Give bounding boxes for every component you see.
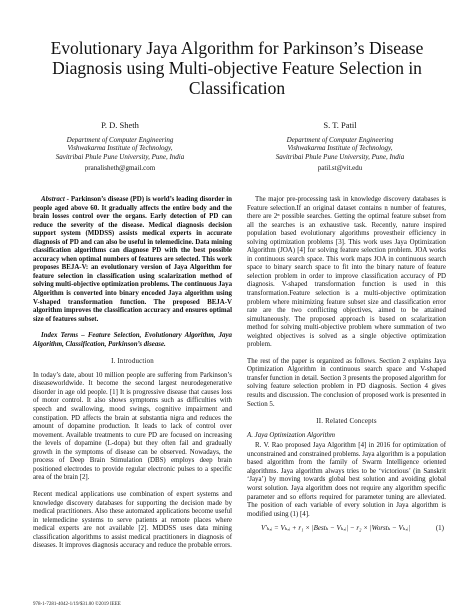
author-email: patil.st@vit.edu: [317, 164, 363, 173]
author-name: P. D. Sheth: [101, 120, 139, 130]
author-institute: Vishwakarma Institute of Technology,: [287, 144, 393, 153]
author-department: Department of Computer Engineering: [66, 135, 174, 144]
equation-body: V′ₖ,ᵢ = Vₖ,ᵢ + r₁ × |Bestₖ − Vₖ,ᵢ| − r₂ × |Worstₖ − Vₖ,ᵢ|: [261, 524, 411, 533]
paper-title: Evolutionary Jaya Algorithm for Parkinson’s Disease Diagnosis using Multi-objective Feature Selection in Classification: [50, 38, 424, 98]
equation-number: (1): [435, 524, 444, 533]
abstract-label: Abstract: [41, 196, 65, 203]
author-university: Savitribai Phule Pune University, Pune, India: [55, 152, 185, 161]
index-terms: Index Terms – Feature Selection, Evolutionary Algorithm, Jaya Algorithm, Classification, Parkinson’s disease.: [33, 332, 232, 348]
abstract: [33, 196, 232, 324]
author-name: S. T. Patil: [323, 120, 357, 130]
abstract-text: - Parkinson’s disease (PD) is world’s leading disorder in people aged above 60. It gradually affects the entire body and the brain losses control over the organs. Early detection of PD can reduce the severity of the disease. Medical diagnosis decision support system (MDDSS) assists medical experts in accurate diagnosis of PD and can also be useful in telemedicine. Data mining classification algorithms can diagnose PD with the best possible accuracy when optimal numbers of features are selected. This work proposes BEJA-V: an evolutionary version of Jaya Algorithm for feature selection in classification using scalarization method of solving multi-objective optimization problems. The continuous Jaya Algorithm is converted into binary encoded Jaya algorithm using V-shaped transformation function. The proposed BEJA-V algorithm improves the classification accuracy and ensures optimal size of features subset.: [33, 196, 233, 323]
paper-organization-paragraph: The rest of the paper is organized as follows. Section 2 explains Jaya Optimization Algorithm in continuous search space and V-shaped transfer function in detail. Section 3 presents the proposed algorithm for solving feature selection problem in PD diagnosis. Section 4 gives results and discussion. The conclusion of proposed work is presented in Section 5.: [247, 357, 446, 408]
left-column: [33, 196, 232, 551]
author-block-2: [255, 121, 425, 173]
subsection-heading-jaya: A. Jaya Optimization Algorithm: [247, 431, 335, 439]
copyright-footer: 978-1-7281-4042-1/19/$31.00 ©2019 IEEE: [33, 602, 121, 607]
equation-1: [247, 524, 446, 533]
intro-paragraph-1: In today’s date, about 10 million people are suffering from Parkinson’s diseaseworldwide. It become the second largest neurodegenerative disorder in age old people. [1] It is progressive disease that causes loss of motor control. It also shows symptoms such as difficulties with speech and swallowing, mood swings, cognitive impairment and constipation. PD affects the brain at substantia nigra and reduces the amount of dopamine production. It leads to lack of control over movement. Available treatments to cure PD are focused on increasing the levels of dopamine (L-dopa) but they often fail and gradually growth in the symptoms of disease can be observed. Nowadays, the process of Deep Brain Stimulation (DBS) employs deep brain positioned electrodes to provide regular electronic pulses to a specific area of the brain [2].: [33, 371, 232, 482]
author-email: pranalisheth@gmail.com: [84, 164, 156, 173]
section-heading-introduction: I. Introduction: [111, 358, 154, 366]
author-university: Savitribai Phule Pune University, Pune, India: [275, 152, 405, 161]
author-department: Department of Computer Engineering: [286, 135, 394, 144]
section-heading-related-concepts: II. Related Concepts: [316, 418, 377, 426]
right-column: [247, 196, 446, 533]
author-block-1: [35, 121, 205, 173]
feature-selection-paragraph: The major pre-processing task in knowledge discovery databases is Feature selection.If an original dataset contains n number of features, there are 2ⁿ possible searches. Getting the optimal feature subset from all the searches is an exhaustive task. Recently, nature inspired population based evolutionary algorithms provestheir efficiency in solving optimization problems [3]. This work uses Jaya Optimization Algorithm (JOA) [4] for solving feature selection problem. JOA works in continuous search space. This work maps JOA in continuous search space to binary search space to fit into the binary nature of feature selection problem in order to improve classification accuracy of PD diagnosis. V-shaped transformation function is used in this transformation.Feature selection is a multi-objective optimization problem where minimizing feature subset size and classification error rate are the two conflicting objectives, aimed to be attained simultaneously. The proposed approach is based on scalarization method for solving multi-objective problem where summation of two weighted objectives is solved as a single objective optimization problem.: [247, 196, 446, 349]
jaya-paragraph: R. V. Rao proposed Jaya Algorithm [4] in 2016 for optimization of unconstrained and constrained problems. Jaya algorithm is a population based algorithm from the family of Swarm Intelligence oriented algorithms. Jaya algorithm always tries to be ‘victorious’ (in Sanskrit ‘Jaya’) by moving towards global best solution and avoiding global worst solution. Jaya algorithm does not require any algorithm specific parameter and so efforts required for parameter tuning are alleviated. The position of each variable of every solution in Jaya algorithm is modified using (1) [4].: [247, 442, 446, 518]
author-institute: Vishwakarma Institute of Technology,: [67, 144, 173, 153]
intro-paragraph-2: Recent medical applications use combination of expert systems and knowledge discovery databases for supporting the decision made by medical practitioners. Also these automated applications become useful in telemedicine systems to serve patients at remote places where medical experts are not available [2]. MDDSS uses data mining classification algorithms to assist medical practitioners in diagnosis of diseases. It improves diagnosis accuracy and reduce the probable errors.: [33, 490, 232, 550]
